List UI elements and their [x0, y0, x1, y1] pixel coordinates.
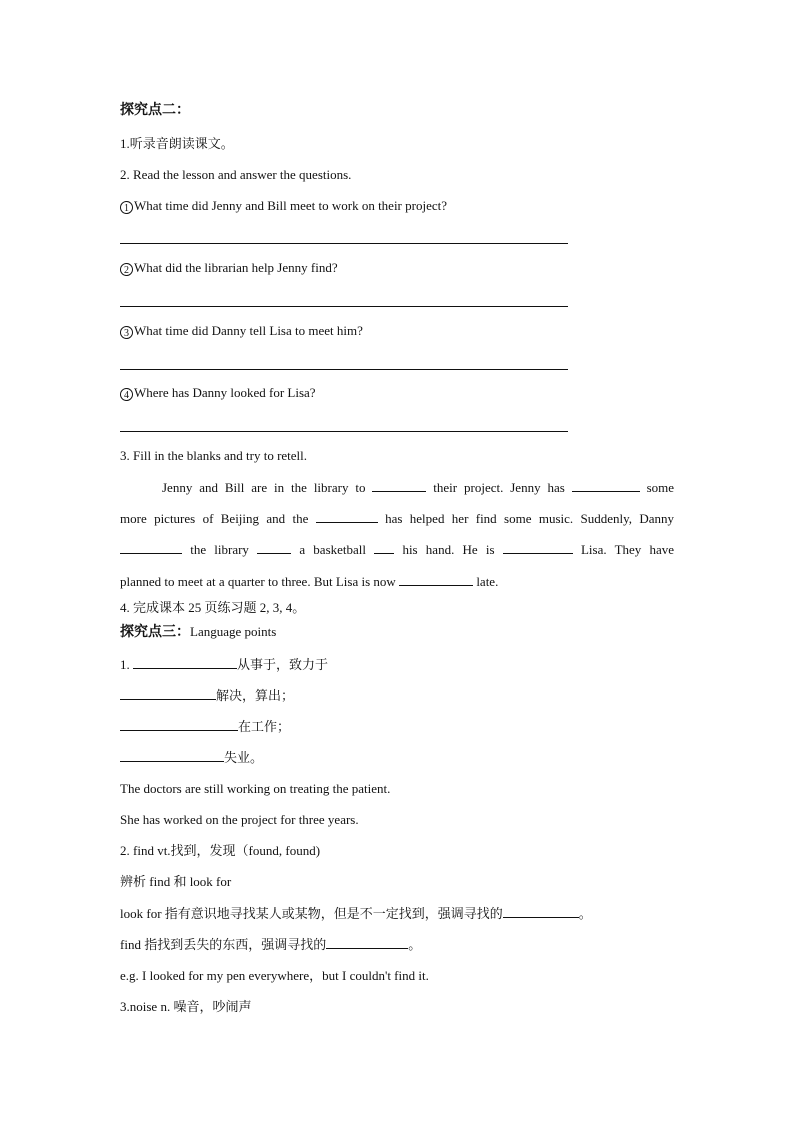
find-note [120, 936, 421, 953]
passage-text: late. [476, 574, 499, 589]
note-text: look for 指有意识地寻找某人或某物，但是不一定找到，强调寻找的 [120, 906, 503, 921]
point-2-subtitle: 辨析 find 和 look for [120, 874, 232, 889]
note-text: find 指找到丢失的东西，强调寻找的 [120, 937, 327, 952]
blank[interactable] [120, 749, 224, 762]
passage-text: more pictures of Beijing and the [120, 511, 309, 526]
passage-text: planned to meet at a quarter to three. But Lisa is now [120, 574, 396, 589]
circled-number: 4 [120, 388, 133, 401]
instruction-item-1: 1.听录音朗读课文。 [120, 136, 234, 151]
blank[interactable] [133, 656, 237, 669]
question-text: What did the librarian help Jenny find? [134, 260, 338, 275]
point-2: 2. find vt.找到，发现（found, found) [120, 843, 321, 858]
blank[interactable] [372, 479, 426, 492]
passage-text: some [646, 480, 675, 495]
item-number: 1. [120, 657, 130, 672]
answer-line-2[interactable] [120, 306, 568, 307]
phrase-line-1 [120, 656, 328, 673]
question-3 [120, 323, 363, 339]
look-for-note [120, 905, 592, 922]
instruction-item-4: 4. 完成课本 25 页练习题 2, 3, 4。 [120, 600, 306, 615]
question-text: What time did Danny tell Lisa to meet him? [134, 323, 363, 338]
question-text: Where has Danny looked for Lisa? [134, 385, 316, 400]
passage-text: Lisa. They have [580, 542, 675, 557]
blank[interactable] [120, 718, 238, 731]
answer-line-4[interactable] [120, 431, 568, 432]
passage-text: has helped her find some music. Suddenly, Danny [385, 511, 675, 526]
phrase-meaning: 失业。 [224, 750, 264, 765]
question-1 [120, 198, 447, 214]
blank[interactable] [572, 479, 640, 492]
heading-suffix: Language points [190, 624, 277, 639]
blank[interactable] [503, 905, 579, 918]
question-text: What time did Jenny and Bill meet to work on their project? [134, 198, 448, 213]
passage-text: Jenny and Bill are in the library to [162, 480, 366, 495]
blank[interactable] [120, 541, 182, 554]
phrase-meaning: 在工作； [238, 719, 291, 734]
note-end: 。 [408, 937, 422, 952]
blank[interactable] [374, 541, 394, 554]
phrase-meaning: 解决，算出； [216, 688, 295, 703]
passage-text: his hand. He is [402, 542, 495, 557]
question-4 [120, 385, 316, 401]
passage-line-2 [120, 510, 674, 527]
phrase-meaning: 从事于，致力于 [237, 657, 329, 672]
answer-line-1[interactable] [120, 243, 568, 244]
answer-line-3[interactable] [120, 369, 568, 370]
point-3: 3.noise n. 噪音，吵闹声 [120, 999, 252, 1014]
blank[interactable] [503, 541, 573, 554]
blank[interactable] [257, 541, 291, 554]
blank[interactable] [316, 510, 378, 523]
passage-line-3 [120, 541, 674, 558]
phrase-line-4 [120, 749, 263, 766]
blank[interactable] [326, 936, 408, 949]
section-heading-3 [120, 624, 276, 641]
example-2: She has worked on the project for three years. [120, 812, 359, 827]
heading-text: 探究点三： [120, 625, 190, 640]
example-3: e.g. I looked for my pen everywhere，but I couldn't find it. [120, 968, 429, 983]
phrase-line-2 [120, 687, 294, 704]
passage-text: their project. Jenny has [433, 480, 565, 495]
passage-text: the library [190, 542, 249, 557]
circled-number: 3 [120, 326, 133, 339]
blank[interactable] [120, 687, 216, 700]
passage-line-4 [120, 573, 498, 590]
instruction-item-2: 2. Read the lesson and answer the questions. [120, 167, 352, 182]
passage-line-1 [162, 479, 674, 496]
circled-number: 2 [120, 263, 133, 276]
question-2 [120, 260, 338, 276]
circled-number: 1 [120, 201, 133, 214]
example-1: The doctors are still working on treating the patient. [120, 781, 391, 796]
section-heading: 探究点二： [120, 103, 190, 118]
blank[interactable] [399, 573, 473, 586]
instruction-item-3: 3. Fill in the blanks and try to retell. [120, 448, 308, 463]
passage-text: a basketball [299, 542, 367, 557]
phrase-line-3 [120, 718, 290, 735]
note-end: 。 [578, 906, 592, 921]
